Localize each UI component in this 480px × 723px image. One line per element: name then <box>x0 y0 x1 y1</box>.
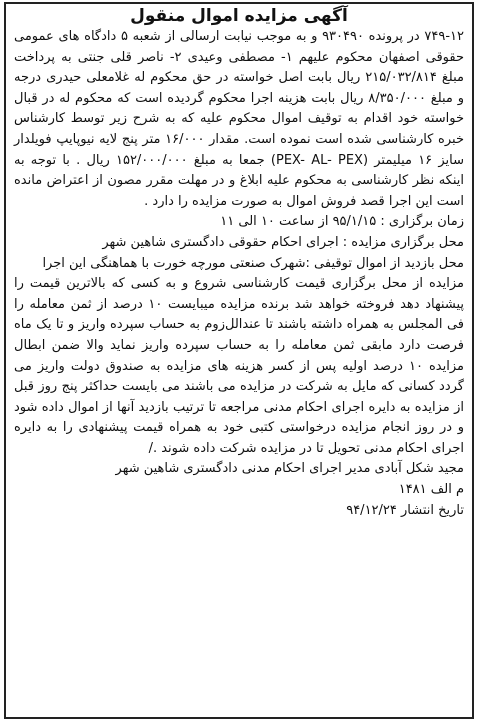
notice-title: آگهی مزایده اموال منقول <box>130 6 348 26</box>
notice-body-paragraph: ۷۴۹-۱۲ در پرونده ۹۳۰۴۹۰ و به موجب نیابت ارسالی از شعبه ۵ دادگاه های عمومی حقوقی اصفهان محکوم علیهم ۱- مصطفی وعیدی ۲- ناصر قلی جنتی به پرداخت مبلغ ۲۱۵/۰۳۲/۸۱۴ ریال بابت اصل خواسته در حق محکوم له غلامعلی حیدری درجه و مبلغ ۸/۳۵۰/۰۰۰ ریال بابت هزینه اجرا محکوم گردیده است که محکوم له در قبال خواسته خود اقدام به توقیف اموال محکوم علیه که به شرح زیر توسط کارشناس خبره کارشناسی شده است نموده است. مقدار ۱۶/۰۰۰ متر پنج لایه نیوپایپ فویلدار سایز ۱۶ میلیمتر (PEX- AL- PEX) جمعا به مبلغ ۱۵۲/۰۰۰/۰۰۰ ریال . با توجه به اینکه نظر کارشناسی به محکوم علیه ابلاغ و در مهلت مقرر مصون از اعتراض مانده است این اجرا قصد فروش اموال به صورت مزایده را دارد . <box>14 29 465 209</box>
notice-code: م الف ۱۴۸۱ <box>398 482 464 498</box>
publish-date: تاریخ انتشار ۹۴/۱۲/۲۴ <box>346 502 464 518</box>
auction-conditions: مزایده از محل برگزاری قیمت کارشناسی شروع و به کسی که بالاترین قیمت را پیشنهاد دهد فروخته خواهد شد برنده مزایده میبایست ۱۰ درصد از ثمن معامله را فی المجلس به همراه داشته باشند تا عندالل‌زوم به حساب سپرده واریز و تا یک ماه فرصت دارد مابقی ثمن معامله را به حساب سپرده واریز نماید والا ضمن ابطال مزایده ۱۰ درصد اولیه پس از کسر هزینه های مزایده به صندوق دولت واریز می گردد کسانی که مایل به شرکت در مزایده می باشند می بایست حداکثر پنج روز قبل از مزایده به دایره اجرای احکام مدنی مراجعه تا ترتیب بازدید آنها از اموال داده شود و در روز انجام مزایده درخواستی کتبی خود به همراه قیمت پیشنهادی را به دایره اجرای احکام مدنی تحویل تا در مزایده شرکت داده شوند ./ <box>14 276 464 456</box>
auction-time: زمان برگزاری : ۹۵/۱/۱۵ از ساعت ۱۰ الی ۱۱ <box>220 214 464 230</box>
auction-location: محل برگزاری مزایده : اجرای احکام حقوقی دادگستری شاهین شهر <box>102 234 464 250</box>
inspection-location: محل بازدید از اموال توقیفی :شهرک صنعتی مورچه خورت با هماهنگی این اجرا <box>42 255 464 271</box>
signature: مجید شکل آبادی مدیر اجرای احکام مدنی دادگستری شاهین شهر <box>115 461 464 477</box>
auction-notice <box>4 2 474 719</box>
